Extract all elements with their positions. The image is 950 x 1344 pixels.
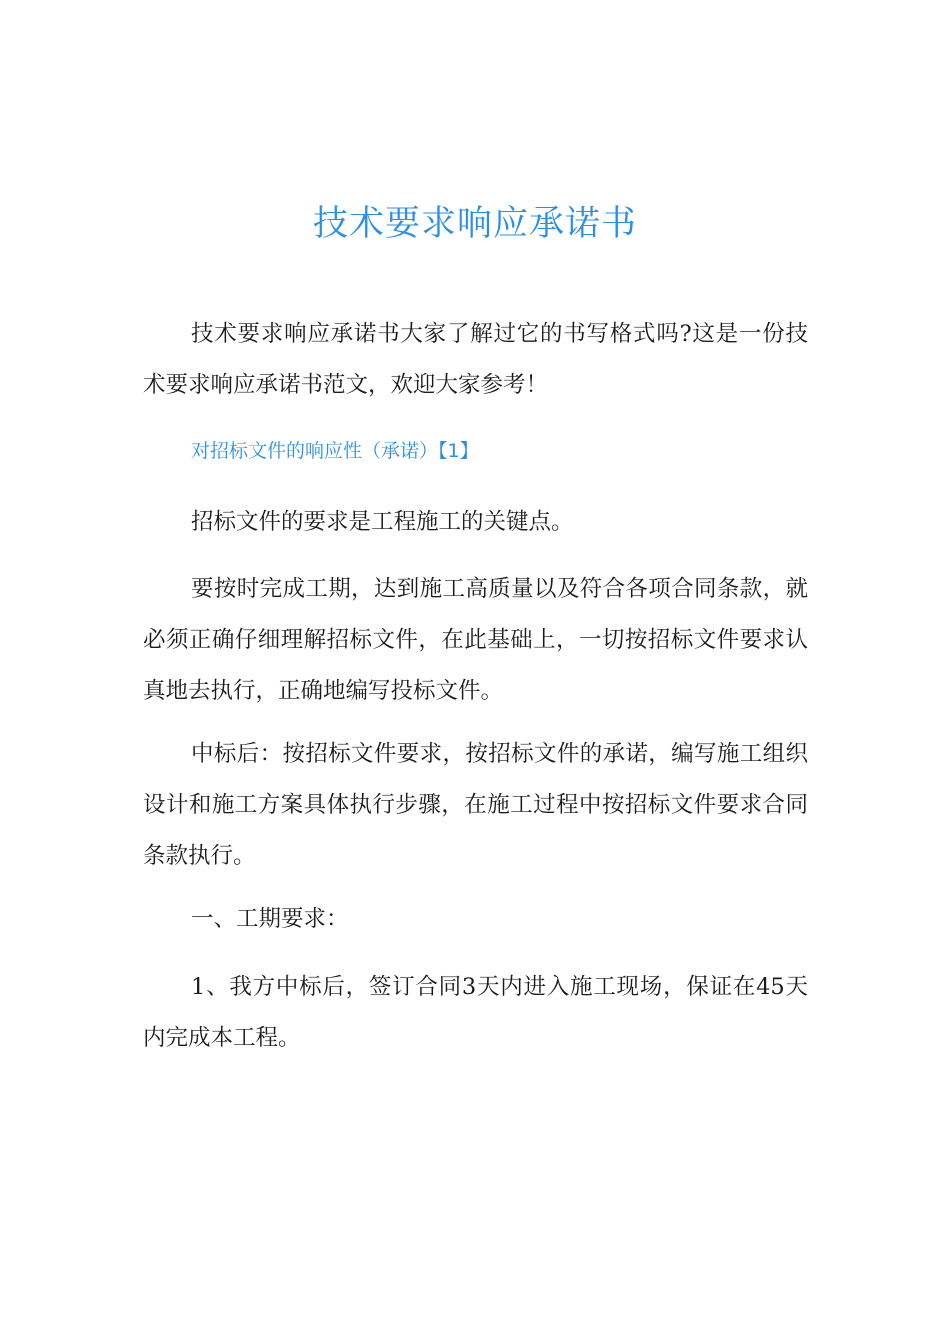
section-heading: 对招标文件的响应性（承诺）【1】	[191, 440, 479, 462]
subheading-schedule-requirements: 一、工期要求：	[191, 906, 349, 932]
paragraph-key-point: 招标文件的要求是工程施工的关键点。	[191, 509, 574, 535]
paragraph-after-award: 中标后：按招标文件要求，按招标文件的承诺，编写施工组织设计和施工方案具体执行步骤，在施工过程中按招标文件要求合同条款执行。	[143, 741, 808, 869]
document-title: 技术要求响应承诺书	[312, 204, 637, 244]
paragraph-schedule-quality: 要按时完成工期，达到施工高质量以及符合各项合同条款，就必须正确仔细理解招标文件，在此基础上，一切按招标文件要求认真地去执行，正确地编写投标文件。	[143, 576, 808, 704]
paragraph-item-1: 1、我方中标后，签订合同3天内进入施工现场，保证在45天内完成本工程。	[143, 974, 808, 1051]
intro-paragraph: 技术要求响应承诺书大家了解过它的书写格式吗?这是一份技术要求响应承诺书范文，欢迎大家参考！	[143, 321, 808, 398]
